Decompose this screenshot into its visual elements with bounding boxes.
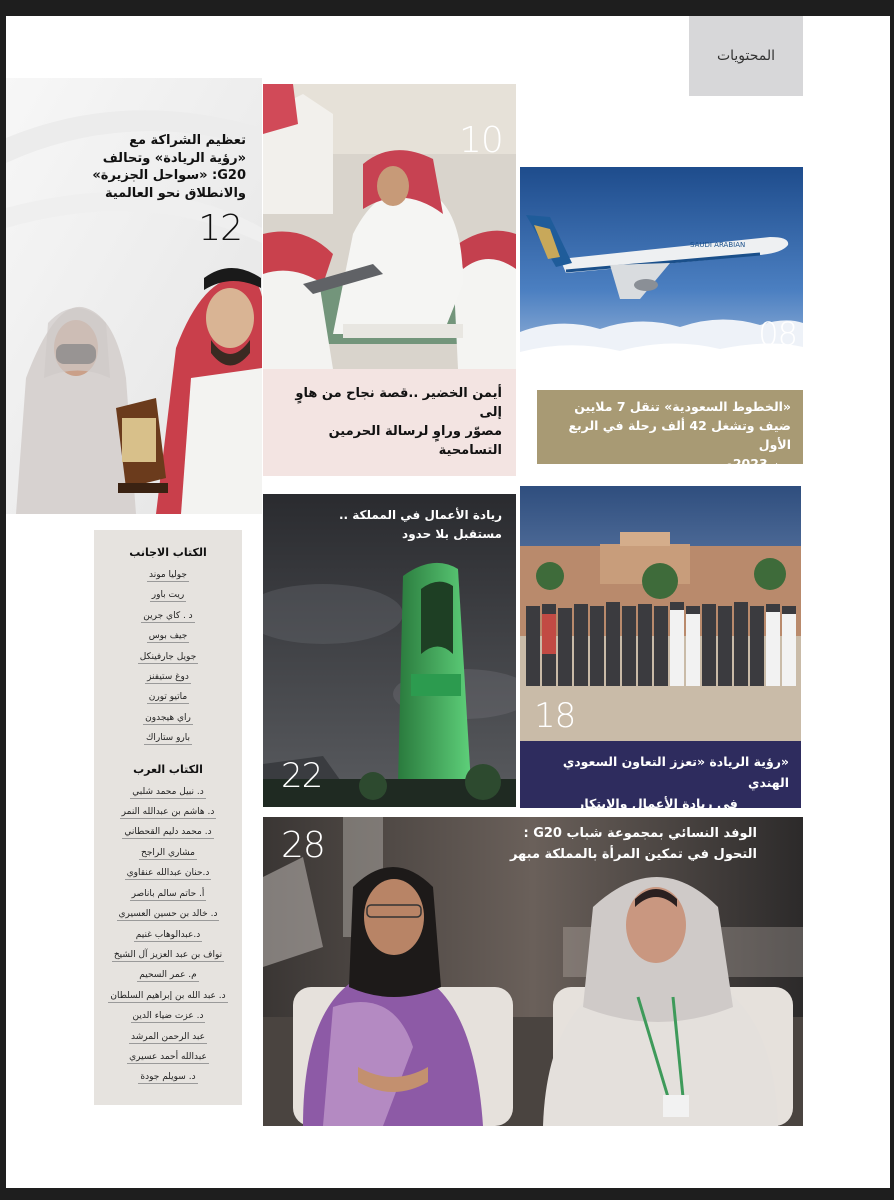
writer-name[interactable]: ريت باور [151,590,185,601]
section-title: المحتويات [716,48,776,64]
article-12-title [26,132,246,202]
foreign-writers-list [94,565,242,749]
arab-writers-heading: الكتاب العرب [133,762,203,776]
article-10-title-line: مصوّر وراوٍ لرسالة الحرمين التسامحية [328,424,502,458]
article-10-title [263,369,516,460]
writer-name[interactable]: نواف بن عبد العزيز آل الشيخ [113,949,223,960]
article-28-title-line: التحول في تمكين المرأة بالمملكة مبهر [509,847,757,862]
article-28-title-line: الوفد النسائي بمجموعة شباب G20 : [523,826,757,841]
article-08-title [537,390,803,473]
article-08-title-line: من 2023م [723,456,791,471]
article-18-number: 18 [534,696,576,736]
article-12-title-line: تعظيم الشراكة مع [129,133,246,148]
writer-name[interactable]: عبد الرحمن المرشد [130,1031,206,1042]
writer-name[interactable]: د.حنان عبدالله عنقاوي [126,868,210,879]
writer-name[interactable]: عبدالله أحمد عسيري [129,1051,207,1062]
article-08-card[interactable] [520,167,803,471]
writers-sidebar [94,530,242,1105]
article-08-number: 08 [758,315,797,353]
article-12-number: 12 [198,208,242,249]
article-12-card[interactable] [6,78,262,514]
writer-name[interactable]: د. عزت ضياء الدين [132,1011,204,1022]
aircraft-photo [520,167,803,390]
article-08-caption-box [537,390,803,471]
writer-name[interactable]: د. سويلم جودة [140,1072,196,1083]
writer-name[interactable]: م. عمر السحيم [139,970,197,981]
article-12-title-line: والانطلاق نحو العالمية [104,185,246,201]
article-22-title-line: مستقبل بلا حدود [402,527,502,541]
writer-name[interactable]: د. خالد بن حسين العسيري [118,909,218,920]
article-10-card[interactable] [263,84,516,476]
writer-name[interactable]: د. نبيل محمد شلبي [132,786,204,797]
article-28-number: 28 [281,825,325,866]
article-12-title-line: G20: «سواحل الجزيرة» [92,168,246,183]
article-10-title-line: أيمن الخضير ..قصة نجاح من هاوٍ إلى [295,386,502,420]
article-22-card[interactable] [263,494,516,807]
aircraft-livery-text: SAUDI ARABIAN [690,241,746,249]
article-18-title [520,741,801,814]
article-22-title [282,506,502,544]
writer-name[interactable]: د . كاي جرين [143,610,193,621]
article-10-number: 10 [459,120,503,161]
arab-writers-list [94,782,242,1088]
article-18-title-line: في ريادة الأعمال والابتكار [577,796,738,811]
writer-name[interactable]: راي هيجدون [145,712,191,723]
section-title-tag [689,16,803,96]
article-10-caption-box [263,369,516,476]
article-12-title-line: «رؤية الريادة» وتحالف [102,150,246,166]
article-08-title-line: «الخطوط السعودية» تنقل 7 ملايين [574,399,791,414]
article-18-caption-box [520,741,801,811]
writer-name[interactable]: د. محمد دليم القحطاني [124,827,212,838]
article-22-title-line: ريادة الأعمال في المملكة .. [338,508,502,522]
writer-name[interactable]: مشاري الراجح [141,847,195,858]
writer-name[interactable]: د. عبد الله بن إبراهيم السلطان [110,990,226,1001]
writer-name[interactable]: أ. حاتم سالم باناصر [131,888,205,899]
writer-name[interactable]: دوغ ستيفنز [147,672,189,683]
article-28-title [437,823,757,865]
writer-name[interactable]: د. هاشم بن عبدالله النمر [121,807,215,818]
writer-name[interactable]: جوليا موند [149,570,187,580]
article-18-card[interactable] [520,486,801,811]
article-22-number: 22 [281,756,323,796]
writer-name[interactable]: جويل جارفينكل [139,651,197,662]
writer-name[interactable]: ماتيو تورن [148,692,188,703]
writer-name[interactable]: جيف بوس [148,631,188,642]
writer-name[interactable]: بارو ستاراك [145,733,191,744]
writer-name[interactable]: د.عبدالوهاب غنيم [135,929,201,940]
article-18-title-line: «رؤية الريادة «تعزز التعاون السعودي الهندي [562,754,789,790]
magazine-contents-page [6,16,890,1188]
foreign-writers-heading: الكتاب الاجانب [129,546,207,559]
article-28-card[interactable] [263,817,803,1126]
article-08-title-line: ضيف وتشغل 42 ألف رحلة في الربع الأول [568,418,791,452]
